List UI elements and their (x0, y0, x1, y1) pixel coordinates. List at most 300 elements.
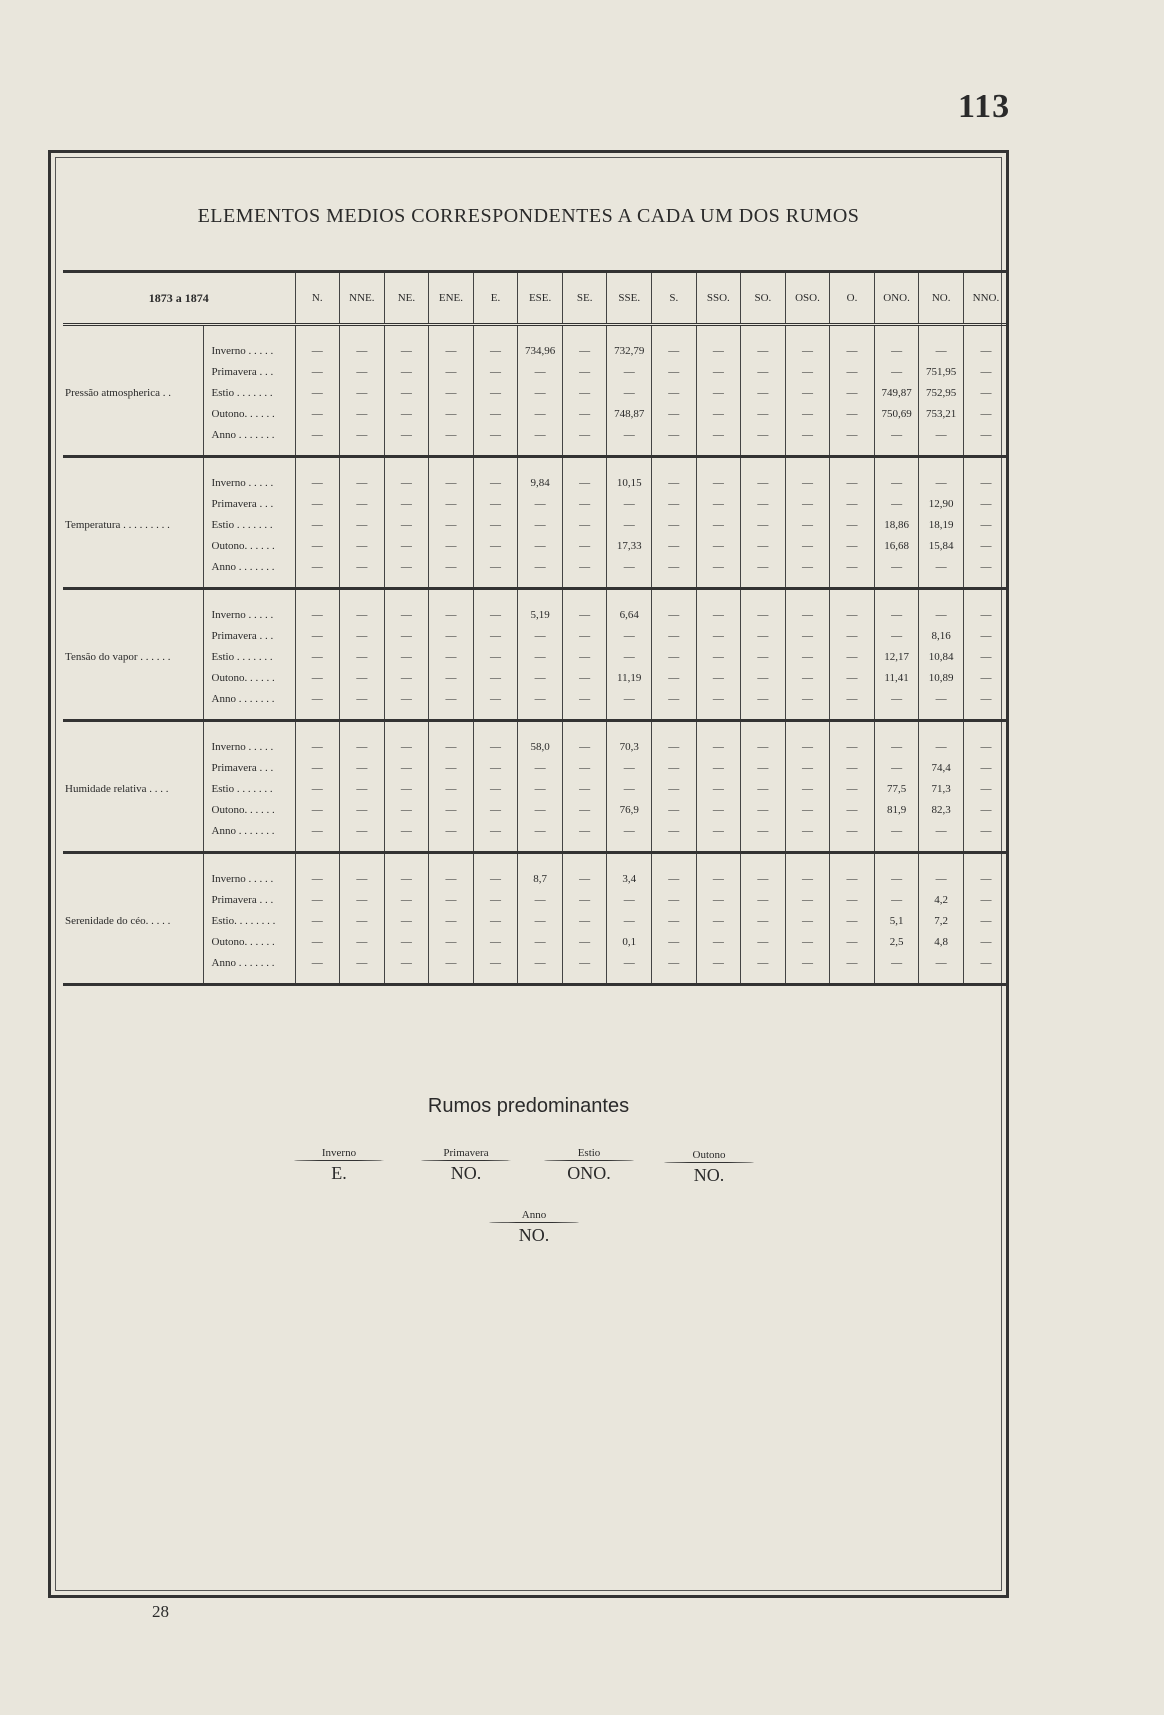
group-label (63, 667, 203, 688)
table-cell: — (384, 382, 429, 403)
table-cell: — (340, 667, 385, 688)
table-cell: — (518, 910, 563, 931)
table-cell: 5,1 (874, 910, 919, 931)
table-cell: — (429, 667, 474, 688)
table-cell: — (340, 514, 385, 535)
table-cell: — (874, 952, 919, 985)
table-cell: — (384, 424, 429, 457)
table-cell: — (429, 424, 474, 457)
table-cell: — (741, 589, 786, 626)
table-cell: — (785, 931, 830, 952)
table-cell: — (518, 556, 563, 589)
page-title: ELEMENTOS MEDIOS CORRESPONDENTES A CADA UM DOS RUMOS (197, 205, 860, 227)
table-cell: — (785, 493, 830, 514)
table-cell: — (652, 820, 697, 853)
column-header: ENE. (429, 272, 474, 325)
table-cell: 752,95 (919, 382, 964, 403)
table-cell: — (340, 889, 385, 910)
table-row (63, 625, 1008, 646)
table-cell: — (607, 910, 652, 931)
page-number: 113 (958, 88, 1011, 125)
table-cell: — (340, 799, 385, 820)
table-cell: — (384, 757, 429, 778)
table-row (63, 931, 1008, 952)
table-group (63, 589, 1008, 721)
group-label: Pressão atmospherica . . (65, 386, 171, 399)
table-cell: — (874, 589, 919, 626)
table-cell: — (741, 757, 786, 778)
table-cell: 11,19 (607, 667, 652, 688)
group-label (63, 952, 203, 985)
table-cell: — (830, 514, 875, 535)
table-cell: — (830, 646, 875, 667)
rumo-season-label: Estio (577, 1147, 601, 1159)
table-cell: — (652, 382, 697, 403)
table-cell: — (340, 493, 385, 514)
table-row (63, 493, 1008, 514)
group-label (63, 625, 203, 646)
rumo-season-label: Anno (521, 1209, 547, 1221)
table-cell: — (652, 589, 697, 626)
table-cell: — (562, 361, 607, 382)
rumos-section (51, 1095, 1006, 1295)
table-cell: — (696, 424, 741, 457)
table-cell: — (473, 535, 518, 556)
table-cell: — (562, 424, 607, 457)
table-cell: — (340, 688, 385, 721)
column-header: NE. (384, 272, 429, 325)
table-cell: — (340, 325, 385, 362)
season-label: Anno . . . . . . . (203, 688, 295, 721)
table-cell: — (607, 688, 652, 721)
column-header: NNE. (340, 272, 385, 325)
table-cell: — (741, 535, 786, 556)
table-cell: — (518, 646, 563, 667)
table-cell: — (830, 403, 875, 424)
table-cell: — (963, 931, 1008, 952)
column-header: NO. (919, 272, 964, 325)
table-cell: — (874, 325, 919, 362)
table-cell: 11,41 (874, 667, 919, 688)
table-cell: — (607, 757, 652, 778)
table-cell: — (518, 757, 563, 778)
table-cell: — (429, 721, 474, 758)
table-cell: — (741, 625, 786, 646)
table-cell: — (607, 889, 652, 910)
table-cell: — (696, 325, 741, 362)
table-cell: — (384, 952, 429, 985)
table-cell: — (696, 589, 741, 626)
table-cell: — (340, 820, 385, 853)
table-cell: — (741, 799, 786, 820)
table-cell: — (652, 931, 697, 952)
table-cell: — (785, 820, 830, 853)
table-cell: — (340, 403, 385, 424)
table-cell: — (652, 667, 697, 688)
table-cell: — (384, 493, 429, 514)
table-cell: 9,84 (518, 457, 563, 494)
table-cell: — (562, 757, 607, 778)
table-cell: — (340, 952, 385, 985)
column-header: SSO. (696, 272, 741, 325)
group-label (63, 535, 203, 556)
table-cell: — (830, 535, 875, 556)
table-cell: — (785, 688, 830, 721)
table-cell: — (295, 910, 340, 931)
table-cell: — (340, 910, 385, 931)
table-cell: — (741, 424, 786, 457)
table-cell: — (652, 778, 697, 799)
table-cell: — (429, 799, 474, 820)
table-cell: — (963, 325, 1008, 362)
table-cell: — (741, 778, 786, 799)
table-cell: — (340, 646, 385, 667)
table-cell: — (384, 931, 429, 952)
table-cell: — (295, 403, 340, 424)
table-cell: — (384, 514, 429, 535)
table-cell: — (473, 910, 518, 931)
table-cell: — (340, 721, 385, 758)
table-row (63, 799, 1008, 820)
table-cell: — (741, 820, 786, 853)
table-row (63, 952, 1008, 985)
divider (294, 1160, 384, 1161)
group-label: Serenidade do céo. . . . . (65, 914, 171, 927)
table-cell: — (518, 625, 563, 646)
table-cell: — (473, 403, 518, 424)
table-cell: — (963, 646, 1008, 667)
table-cell: — (473, 457, 518, 494)
rumo-season-label: Outono (692, 1149, 726, 1161)
table-cell: — (785, 403, 830, 424)
table-cell: — (607, 514, 652, 535)
table-cell: — (785, 625, 830, 646)
table-cell: — (830, 325, 875, 362)
table-cell: — (473, 799, 518, 820)
group-label (63, 820, 203, 853)
column-header: E. (473, 272, 518, 325)
group-label: Humidade relativa . . . . (65, 782, 169, 795)
table-cell: — (295, 931, 340, 952)
table-cell: — (518, 952, 563, 985)
table-cell: — (295, 325, 340, 362)
table-cell: — (518, 931, 563, 952)
table-cell: 750,69 (874, 403, 919, 424)
table-cell: 4,2 (919, 889, 964, 910)
table-cell: — (741, 514, 786, 535)
period-header: 1873 a 1874 (63, 272, 295, 325)
table-cell: — (652, 889, 697, 910)
rumo-direction: NO. (518, 1225, 550, 1245)
table-cell: 16,68 (874, 535, 919, 556)
table-cell: — (518, 382, 563, 403)
table-cell: — (919, 424, 964, 457)
table-cell: — (518, 535, 563, 556)
table-cell: — (696, 667, 741, 688)
table-cell: — (562, 853, 607, 890)
table-cell: — (429, 457, 474, 494)
season-label: Anno . . . . . . . (203, 556, 295, 589)
group-label (63, 688, 203, 721)
table-row (63, 667, 1008, 688)
table-cell: 10,84 (919, 646, 964, 667)
table-cell: — (518, 361, 563, 382)
column-header: S. (652, 272, 697, 325)
table-row (63, 403, 1008, 424)
table-cell: — (562, 952, 607, 985)
table-cell: — (652, 952, 697, 985)
table-cell: — (874, 493, 919, 514)
table-cell: 8,16 (919, 625, 964, 646)
table-cell: — (429, 889, 474, 910)
table-cell: 2,5 (874, 931, 919, 952)
table-cell: — (429, 952, 474, 985)
table-cell: — (518, 820, 563, 853)
table-cell: — (919, 325, 964, 362)
column-header: N. (295, 272, 340, 325)
table-row (63, 457, 1008, 494)
table-cell: — (919, 853, 964, 890)
table-cell: — (874, 361, 919, 382)
table-cell: — (518, 403, 563, 424)
table-row (63, 646, 1008, 667)
table-cell: — (830, 625, 875, 646)
table-cell: — (429, 556, 474, 589)
table-cell: — (562, 535, 607, 556)
divider (489, 1222, 579, 1223)
table-cell: — (741, 952, 786, 985)
table-row (63, 325, 1008, 362)
table-cell: — (696, 646, 741, 667)
divider (421, 1160, 511, 1161)
table-row (63, 757, 1008, 778)
table-cell: — (785, 910, 830, 931)
table-cell: — (919, 457, 964, 494)
table-cell: 753,21 (919, 403, 964, 424)
season-label: Estio . . . . . . . (203, 778, 295, 799)
table-cell: — (295, 493, 340, 514)
table-cell: — (429, 910, 474, 931)
table-cell: — (919, 589, 964, 626)
table-cell: — (473, 667, 518, 688)
table-cell: — (295, 625, 340, 646)
season-label: Anno . . . . . . . (203, 820, 295, 853)
table-cell: — (741, 646, 786, 667)
table-cell: — (830, 889, 875, 910)
season-label: Inverno . . . . . (203, 589, 295, 626)
table-cell: — (295, 889, 340, 910)
table-cell: — (429, 757, 474, 778)
table-cell: — (785, 382, 830, 403)
table-cell: — (830, 799, 875, 820)
table-row (63, 688, 1008, 721)
table-cell: — (340, 556, 385, 589)
table-cell: — (518, 688, 563, 721)
table-cell: — (340, 382, 385, 403)
table-cell: — (295, 952, 340, 985)
table-cell: — (429, 514, 474, 535)
table-cell: 10,89 (919, 667, 964, 688)
table-cell: — (295, 382, 340, 403)
table-cell: — (562, 931, 607, 952)
table-cell: — (429, 325, 474, 362)
table-cell: — (295, 424, 340, 457)
table-cell: — (607, 424, 652, 457)
season-label: Inverno . . . . . (203, 853, 295, 890)
table-cell: — (963, 820, 1008, 853)
table-cell: — (696, 820, 741, 853)
table-cell: — (473, 556, 518, 589)
table-cell: — (652, 403, 697, 424)
table-cell: — (741, 667, 786, 688)
table-cell: — (295, 721, 340, 758)
table-cell: — (384, 556, 429, 589)
table-cell: — (830, 910, 875, 931)
table-cell: — (340, 757, 385, 778)
table-cell: — (963, 382, 1008, 403)
table-cell: 74,4 (919, 757, 964, 778)
table-cell: — (429, 361, 474, 382)
table-cell: — (429, 853, 474, 890)
table-cell: 82,3 (919, 799, 964, 820)
table-cell: — (607, 778, 652, 799)
divider (544, 1160, 634, 1161)
table-cell: 71,3 (919, 778, 964, 799)
table-row (63, 361, 1008, 382)
season-label: Estio . . . . . . . (203, 514, 295, 535)
table-cell: — (562, 646, 607, 667)
table-cell: — (295, 688, 340, 721)
rumo-season-label: Inverno (321, 1147, 357, 1159)
column-header: NNO. (963, 272, 1008, 325)
table-cell: — (741, 325, 786, 362)
table-cell: — (429, 931, 474, 952)
table-cell: — (473, 325, 518, 362)
table-cell: — (874, 556, 919, 589)
table-cell: — (384, 325, 429, 362)
bottom-page-number: 28 (152, 1602, 169, 1621)
table-cell: — (963, 721, 1008, 758)
table-cell: — (963, 556, 1008, 589)
table-cell: — (830, 853, 875, 890)
table-cell: — (963, 535, 1008, 556)
table-cell: — (830, 493, 875, 514)
group-label: Tensão do vapor . . . . . . (65, 650, 171, 663)
season-label: Inverno . . . . . (203, 721, 295, 758)
table-cell: 81,9 (874, 799, 919, 820)
table-cell: 751,95 (919, 361, 964, 382)
table-cell: — (473, 514, 518, 535)
table-cell: — (785, 424, 830, 457)
table-cell: — (295, 646, 340, 667)
column-header: OSO. (785, 272, 830, 325)
table-cell: — (473, 931, 518, 952)
table-cell: — (562, 625, 607, 646)
table-cell: — (518, 778, 563, 799)
table-cell: — (295, 589, 340, 626)
table-cell: — (874, 457, 919, 494)
table-cell: — (696, 535, 741, 556)
season-label: Outono. . . . . . (203, 535, 295, 556)
rumo-direction: NO. (450, 1163, 482, 1183)
table-cell: — (384, 853, 429, 890)
table-cell: — (741, 688, 786, 721)
table-cell: — (473, 688, 518, 721)
table-cell: — (384, 721, 429, 758)
table-cell: 734,96 (518, 325, 563, 362)
table-cell: 3,4 (607, 853, 652, 890)
table-cell: — (429, 820, 474, 853)
table-cell: — (652, 757, 697, 778)
table-cell: — (696, 457, 741, 494)
table-cell: — (562, 688, 607, 721)
table-row (63, 535, 1008, 556)
table-cell: — (473, 853, 518, 890)
table-cell: — (652, 646, 697, 667)
table-cell: — (607, 493, 652, 514)
table-cell: — (963, 688, 1008, 721)
table-cell: — (696, 514, 741, 535)
table-cell: — (919, 688, 964, 721)
table-row (63, 910, 1008, 931)
table-cell: — (919, 556, 964, 589)
table-cell: 77,5 (874, 778, 919, 799)
table-cell: — (473, 493, 518, 514)
rumo-season-label: Primavera (443, 1147, 489, 1159)
table-cell: — (429, 493, 474, 514)
table-cell: 749,87 (874, 382, 919, 403)
table-cell: — (429, 688, 474, 721)
table-cell: — (518, 667, 563, 688)
table-row (63, 514, 1008, 535)
table-cell: — (473, 820, 518, 853)
table-cell: — (295, 799, 340, 820)
table-cell: — (830, 931, 875, 952)
table-cell: — (607, 361, 652, 382)
table-row (63, 589, 1008, 626)
table-cell: — (652, 799, 697, 820)
table-cell: — (874, 820, 919, 853)
table-cell: — (340, 424, 385, 457)
table-cell: — (562, 556, 607, 589)
table-cell: — (963, 889, 1008, 910)
table-cell: — (785, 457, 830, 494)
table-cell: — (963, 424, 1008, 457)
table-cell: — (384, 667, 429, 688)
table-cell: — (785, 361, 830, 382)
table-cell: — (473, 424, 518, 457)
table-cell: — (919, 952, 964, 985)
table-cell: — (963, 403, 1008, 424)
table-cell: 10,15 (607, 457, 652, 494)
table-cell: 5,19 (518, 589, 563, 626)
group-label (63, 799, 203, 820)
table-cell: — (696, 910, 741, 931)
table-cell: — (473, 646, 518, 667)
table-cell: — (473, 589, 518, 626)
table-cell: 17,33 (607, 535, 652, 556)
rumo-anno (489, 1209, 579, 1246)
table-cell: — (785, 556, 830, 589)
table-cell: — (963, 799, 1008, 820)
table-group (63, 853, 1008, 985)
table-cell: — (473, 625, 518, 646)
table-cell: — (741, 457, 786, 494)
table-cell: — (340, 361, 385, 382)
table-cell: — (785, 799, 830, 820)
table-cell: 7,2 (919, 910, 964, 931)
table-cell: — (741, 889, 786, 910)
